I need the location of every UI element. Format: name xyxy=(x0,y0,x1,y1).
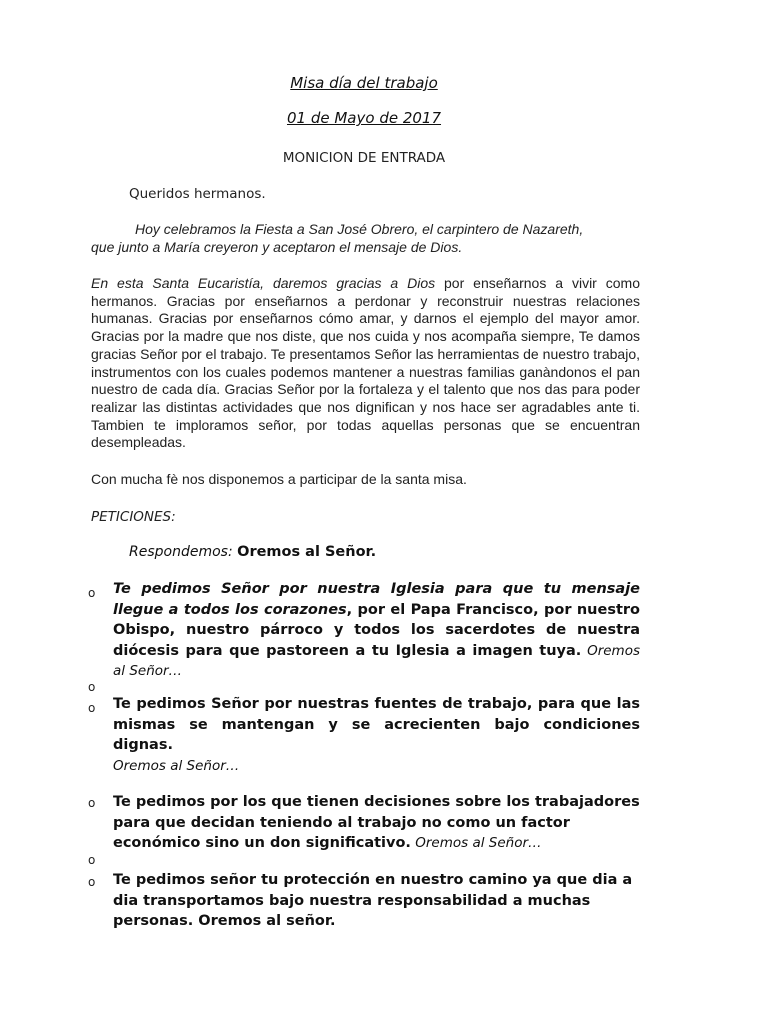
petition-item xyxy=(113,579,640,682)
petition-response: Oremos al Señor… xyxy=(410,835,542,851)
petition-response: Oremos al Señor… xyxy=(113,642,641,679)
intro-line-1: Hoy celebramos la Fiesta a San José Obrero, el carpintero de Nazareth, xyxy=(135,221,584,237)
response-label: Respondemos: xyxy=(129,544,238,560)
petition-response: Oremos al Señor… xyxy=(113,757,240,774)
thanks-paragraph xyxy=(91,275,640,452)
petition-text: Te pedimos por los que tienen decisiones sobre los trabajadores para que decidan teniendo al trabajo no como un factor económico sino un don significativo. xyxy=(113,794,640,851)
document-date: 01 de Mayo de 2017 xyxy=(286,109,442,127)
petition-text: Te pedimos Señor por nuestras fuentes de trabajo, para que las mismas se mantengan y se acrecienten bajo condiciones dignas. xyxy=(113,696,640,753)
section-heading: MONICION DE ENTRADA xyxy=(282,150,446,166)
petition-item xyxy=(113,792,660,854)
petitions-heading: PETICIONES: xyxy=(91,509,176,525)
petition-item xyxy=(113,694,640,776)
petition-text: Te pedimos señor tu protección en nuestro camino ya que dia a dia transportamos bajo nuestra responsabilidad a muchas personas. Oremos al señor. xyxy=(113,872,633,929)
intro-paragraph xyxy=(91,221,640,256)
response-answer: Oremos al Señor. xyxy=(237,544,377,560)
petition-text: , por el Papa Francisco, por nuestro Obispo, nuestro párroco y todos los sacerdotes de nuestra diócesis para que pastoreen a tu Iglesia a imagen tuya. xyxy=(113,601,640,659)
closing-paragraph: Con mucha fè nos disponemos a participar de la santa misa. xyxy=(91,471,467,487)
document-title: Misa día del trabajo xyxy=(290,74,438,92)
bullet-icon: o xyxy=(88,586,96,600)
thanks-italic-text: En esta Santa Eucaristía, daremos gracias a Dios xyxy=(91,275,436,291)
bullet-icon: o xyxy=(88,796,96,810)
bullet-icon: o xyxy=(88,853,96,867)
petition-italic-text: Te pedimos Señor por nuestra Iglesia para que tu mensaje llegue a todos los corazones xyxy=(113,581,640,618)
greeting: Queridos hermanos. xyxy=(129,186,266,202)
intro-line-2: que junto a María creyeron y aceptaron el mensaje de Dios. xyxy=(91,238,463,255)
petition-item xyxy=(113,870,660,932)
bullet-icon: o xyxy=(88,875,96,889)
bullet-icon: o xyxy=(88,701,96,715)
bullet-icon: o xyxy=(88,680,96,694)
response-line xyxy=(129,544,376,560)
thanks-text: por enseñarnos a vivir como hermanos. Gracias por enseñarnos a perdonar y reconstruir nuestras relaciones humanas. Gracias por enseñarnos cómo amar, y darnos el ejemplo del mayor amor. Gracias por la madre que nos diste, que nos cuida y nos acompaña siempre, Te damos gracias Señor por el trabajo. Te presentamos Señor las herramientas de nuestro trabajo, instrumentos con los cuales podemos mantener a nuestras familias ganàndonos el pan nuestro de cada día. Gracias Señor por la fortaleza y el talento que nos das para poder realizar las distintas actividades que nos dignifican y nos hace ser agradables ante ti. Tambien te imploramos señor, por todas aquellas personas que se encuentran desempleadas. xyxy=(91,275,640,451)
